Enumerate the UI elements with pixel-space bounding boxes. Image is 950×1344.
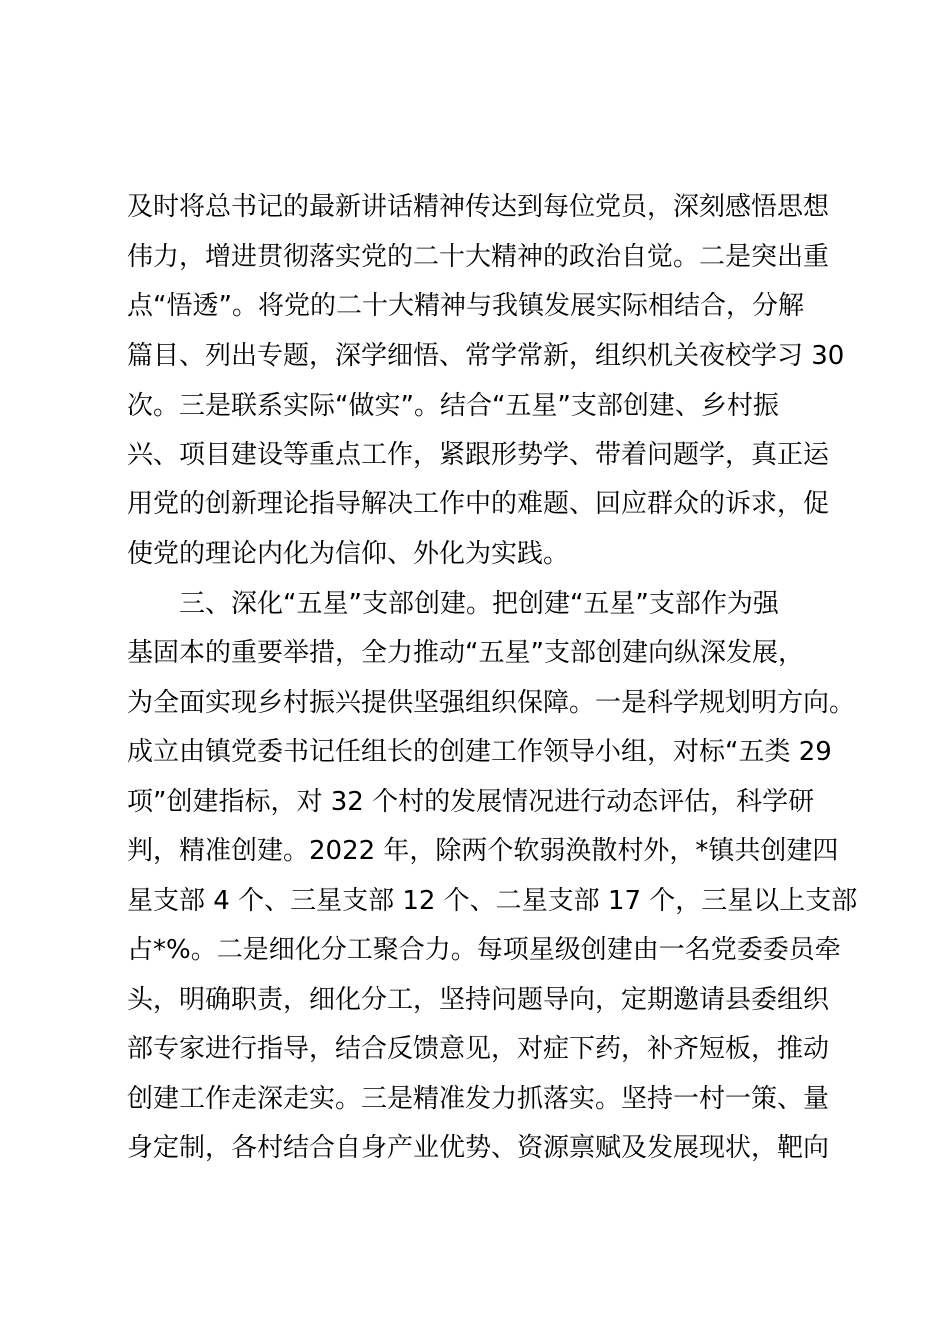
text-line: 兴、项目建设等重点工作，紧跟形势学、带着问题学，真正运	[127, 440, 830, 470]
text-line: 成立由镇党委书记任组长的创建工作领导小组，对标“五类 29	[127, 737, 832, 767]
text-line: 使党的理论内化为信仰、外化为实践。	[127, 539, 570, 569]
paragraph-first-line: 三、深化“五星”支部创建。把创建“五星”支部作为强	[179, 589, 779, 619]
text-line: 用党的创新理论指导解决工作中的难题、回应群众的诉求，促	[127, 489, 830, 519]
text-line: 篇目、列出专题，深学细悟、常学常新，组织机关夜校学习 30	[127, 341, 845, 371]
text-line: 为全面实现乡村振兴提供坚强组织保障。一是科学规划明方向。	[127, 688, 856, 718]
text-line: 基固本的重要举措，全力推动“五星”支部创建向纵深发展，	[127, 638, 804, 668]
text-line: 头，明确职责，细化分工，坚持问题导向，定期邀请县委组织	[127, 985, 830, 1015]
text-line: 身定制，各村结合自身产业优势、资源禀赋及发展现状，靶向	[127, 1133, 830, 1163]
text-line: 次。三是联系实际“做实”。结合“五星”支部创建、乡村振	[127, 391, 779, 421]
text-line: 点“悟透”。将党的二十大精神与我镇发展实际相结合，分解	[127, 291, 804, 321]
text-line: 占*%。二是细化分工聚合力。每项星级创建由一名党委委员牵	[127, 935, 841, 965]
text-line: 伟力，增进贯彻落实党的二十大精神的政治自觉。二是突出重	[127, 242, 830, 272]
text-line: 判，精准创建。2022 年，除两个软弱涣散村外，*镇共创建四	[127, 836, 839, 866]
text-line: 及时将总书记的最新讲话精神传达到每位党员，深刻感悟思想	[127, 192, 830, 222]
text-line: 创建工作走深走实。三是精准发力抓落实。坚持一村一策、量	[127, 1084, 830, 1114]
text-line: 项”创建指标，对 32 个村的发展情况进行动态评估，科学研	[127, 787, 815, 817]
text-line: 星支部 4 个、三星支部 12 个、二星支部 17 个，三星以上支部	[127, 886, 858, 916]
text-line: 部专家进行指导，结合反馈意见，对症下药，补齐短板，推动	[127, 1034, 830, 1064]
